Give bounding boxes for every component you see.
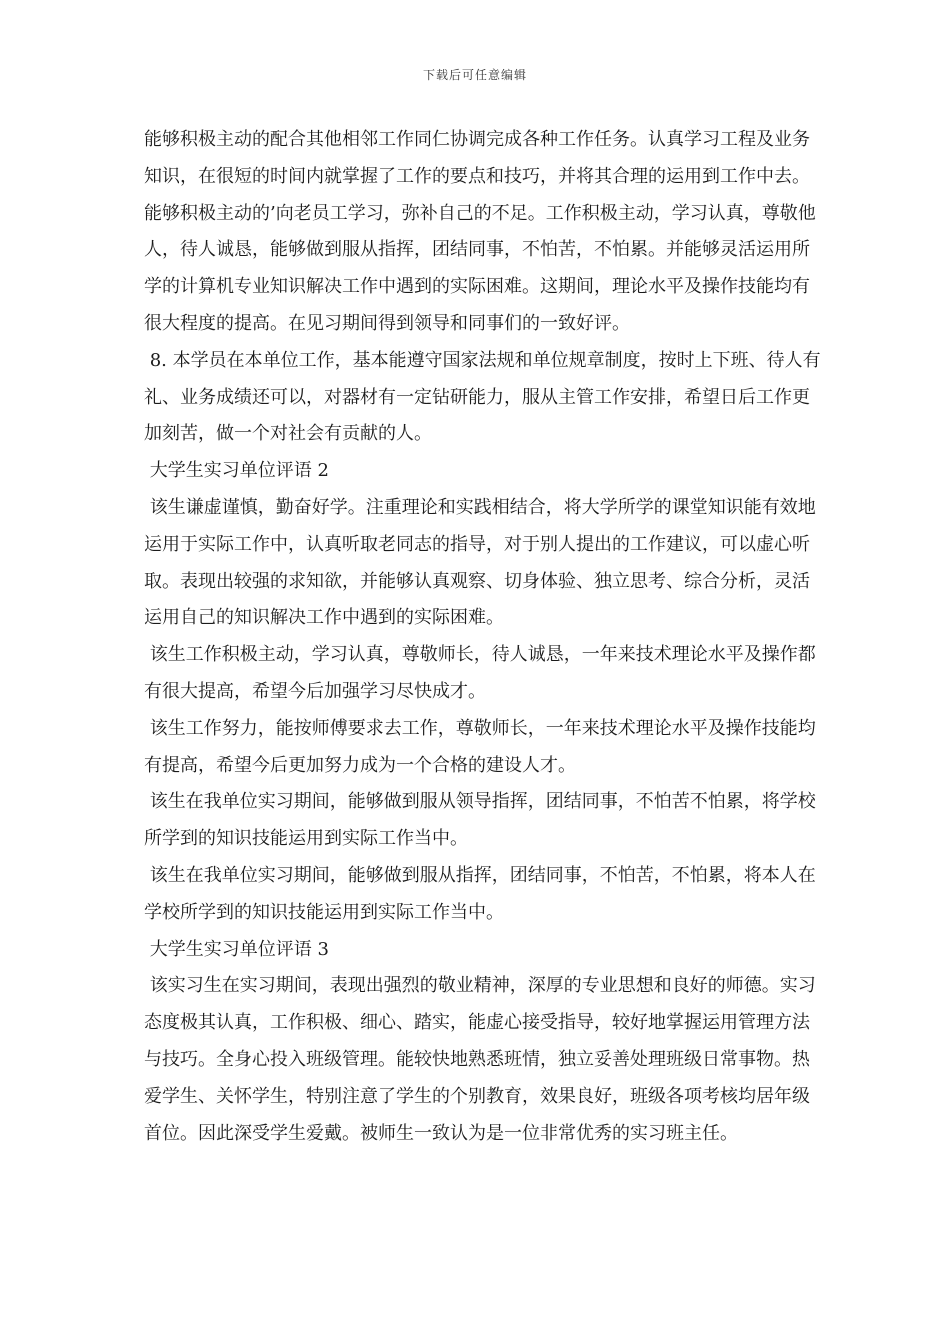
paragraph-4: 该生工作积极主动，学习认真，尊敬师长，待人诚恳，一年来技术理论水平及操作都有很大提高，希望今后加强学习尽快成才。 (144, 644, 816, 702)
paragraph-6: 该生在我单位实习期间，能够做到服从领导指挥，团结同事，不怕苦不怕累，将学校所学到的知识技能运用到实际工作当中。 (144, 791, 816, 850)
page-header: 下载后可任意编辑 (422, 68, 527, 82)
paragraph-5: 该生工作努力，能按师傅要求去工作，尊敬师长，一年来技术理论水平及操作技能均有提高，希望今后更加努力成为一个合格的建设人才。 (144, 717, 816, 776)
section-heading-3: 大学生实习单位评语 3 (144, 938, 329, 960)
paragraph-8: 该实习生在实习期间，表现出强烈的敬业精神，深厚的专业思想和良好的师德。实习态度极其认真，工作积极、细心、踏实，能虚心接受指导，较好地掌握运用管理方法与技巧。全身心投入班级管理。能较快地熟悉班情，独立妥善处理班级日常事物。热爱学生、关怀学生，特别注意了学生的个别教育，效果良好，班级各项考核均居年级首位。因此深受学生爱戴。被师生一致认为是一位非常优秀的实习班主任。 (144, 975, 816, 1144)
paragraph-3: 该生谦虚谨慎，勤奋好学。注重理论和实践相结合，将大学所学的课堂知识能有效地运用于实际工作中，认真听取老同志的指导，对于别人提出的工作建议，可以虚心听取。表现出较强的求知欲，并能够认真观察、切身体验、独立思考、综合分析，灵活运用自己的知识解决工作中遇到的实际困难。 (144, 496, 816, 629)
paragraph-7: 该生在我单位实习期间，能够做到服从指挥，团结同事，不怕苦，不怕累，将本人在学校所学到的知识技能运用到实际工作当中。 (144, 864, 816, 923)
document-body (144, 122, 824, 1152)
paragraph-1: 能够积极主动的配合其他相邻工作同仁协调完成各种工作任务。认真学习工程及业务知识，在很短的时间内就掌握了工作的要点和技巧，并将其合理的运用到工作中去。能够积极主动的’向老员工学习，弥补自己的不足。工作积极主动，学习认真，尊敬他人，待人诚恳，能够做到服从指挥，团结同事，不怕苦，不怕累。并能够灵活运用所学的计算机专业知识解决工作中遇到的实际困难。这期间，理论水平及操作技能均有很大程度的提高。在见习期间得到领导和同事们的一致好评。 (144, 129, 816, 334)
paragraph-2: 8. 本学员在本单位工作，基本能遵守国家法规和单位规章制度，按时上下班、待人有礼、业务成绩还可以，对器材有一定钻研能力，服从主管工作安排，希望日后工作更加刻苦，做一个对社会有贡献的人。 (144, 349, 821, 445)
section-heading-2: 大学生实习单位评语 2 (144, 460, 329, 482)
